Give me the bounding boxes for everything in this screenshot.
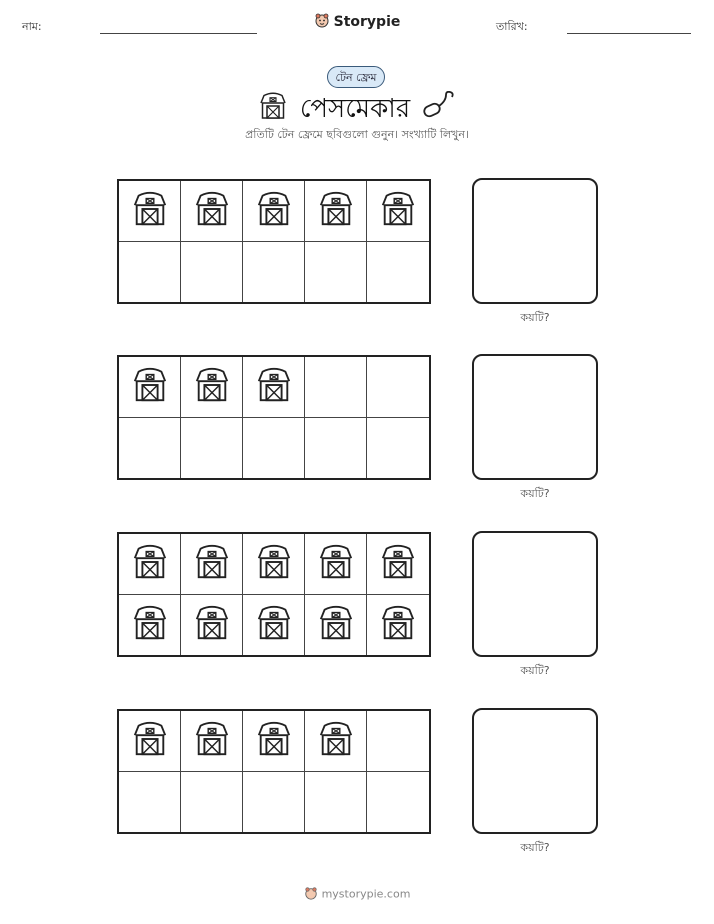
ten-frame-cell — [119, 357, 181, 418]
count-question: কয়টি? — [520, 841, 550, 854]
storypie-logo-icon — [304, 886, 318, 903]
title-text: পেসমেকার — [299, 94, 411, 124]
ten-frame-cell — [243, 181, 305, 242]
ten-frame-cell — [305, 534, 367, 595]
ten-frame-cell — [119, 418, 181, 479]
ten-frame-cell — [243, 711, 305, 772]
ten-frame-cell — [305, 772, 367, 833]
barn-icon — [131, 720, 169, 762]
ten-frame-cell — [367, 595, 429, 656]
ten-frame — [117, 355, 431, 480]
ten-frame-cell — [181, 534, 243, 595]
ten-frame-cell — [305, 242, 367, 303]
brand-name: Storypie — [333, 14, 401, 30]
instruction-text: প্রতিটি টেন ফ্রেমে ছবিগুলো গুনুন। সংখ্যাটি লিখুন। — [245, 128, 469, 141]
topic-tag: টেন ফ্রেম — [327, 66, 385, 88]
barn-icon — [255, 190, 293, 232]
ten-frame-cell — [305, 357, 367, 418]
ten-frame-cell — [367, 534, 429, 595]
ten-frame-cell — [181, 418, 243, 479]
ten-frame — [117, 179, 431, 304]
barn-icon — [193, 720, 231, 762]
barn-icon — [317, 720, 355, 762]
ten-frame-cell — [181, 711, 243, 772]
count-question: কয়টি? — [520, 664, 550, 677]
barn-icon — [379, 604, 417, 646]
count-question: কয়টি? — [520, 487, 550, 500]
barn-icon — [317, 543, 355, 585]
ten-frame-cell — [181, 595, 243, 656]
barn-icon — [131, 543, 169, 585]
ten-frame-cell — [305, 595, 367, 656]
barn-icon — [317, 604, 355, 646]
ten-frame-cell — [243, 772, 305, 833]
answer-box[interactable] — [472, 354, 598, 480]
ten-frame-cell — [119, 181, 181, 242]
answer-box[interactable] — [472, 531, 598, 657]
barn-icon — [193, 543, 231, 585]
ten-frame-cell — [119, 711, 181, 772]
barn-icon — [255, 604, 293, 646]
ten-frame-cell — [367, 418, 429, 479]
ten-frame-cell — [119, 595, 181, 656]
barn-icon — [131, 190, 169, 232]
barn-icon — [193, 366, 231, 408]
barn-icon — [255, 366, 293, 408]
name-label: নাম: — [22, 20, 42, 33]
brand — [0, 12, 714, 32]
ten-frame-cell — [367, 181, 429, 242]
ten-frame-cell — [119, 772, 181, 833]
ten-frame-cell — [119, 242, 181, 303]
ten-frame — [117, 709, 431, 834]
pacemaker-icon — [422, 91, 456, 128]
ten-frame-cell — [243, 242, 305, 303]
barn-icon — [193, 190, 231, 232]
ten-frame-cell — [181, 181, 243, 242]
barn-icon — [317, 190, 355, 232]
ten-frame-cell — [305, 181, 367, 242]
ten-frame-cell — [305, 711, 367, 772]
answer-box[interactable] — [472, 178, 598, 304]
ten-frame — [117, 532, 431, 657]
ten-frame-cell — [367, 357, 429, 418]
ten-frame-cell — [181, 242, 243, 303]
date-line[interactable] — [567, 33, 691, 34]
footer-site: mystorypie.com — [321, 887, 411, 901]
ten-frame-cell — [243, 595, 305, 656]
ten-frame-cell — [367, 772, 429, 833]
ten-frame-cell — [119, 534, 181, 595]
barn-icon — [255, 543, 293, 585]
ten-frame-cell — [367, 711, 429, 772]
barn-icon — [379, 190, 417, 232]
ten-frame-cell — [243, 357, 305, 418]
barn-icon — [379, 543, 417, 585]
barn-icon — [131, 366, 169, 408]
ten-frame-cell — [243, 418, 305, 479]
ten-frame-cell — [305, 418, 367, 479]
ten-frame-cell — [367, 242, 429, 303]
ten-frame-cell — [243, 534, 305, 595]
storypie-logo-icon — [314, 12, 330, 32]
barn-icon — [193, 604, 231, 646]
name-line[interactable] — [100, 33, 257, 34]
footer — [0, 886, 714, 903]
barn-icon — [255, 720, 293, 762]
date-label: তারিখ: — [496, 20, 528, 33]
ten-frame-cell — [181, 357, 243, 418]
answer-box[interactable] — [472, 708, 598, 834]
ten-frame-cell — [181, 772, 243, 833]
barn-icon — [258, 91, 288, 128]
count-question: কয়টি? — [520, 311, 550, 324]
barn-icon — [131, 604, 169, 646]
